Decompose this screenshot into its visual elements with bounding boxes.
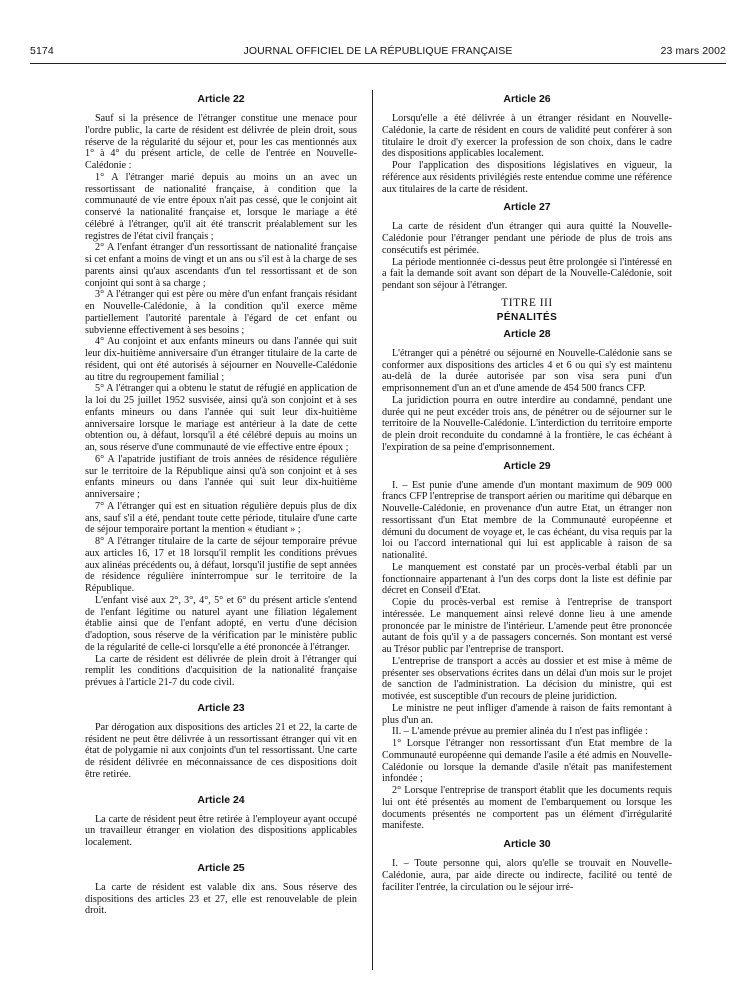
- article-22-paragraph: 3° A l'étranger qui est père ou mère d'un enfant français résidant en Nouvelle-Calédonie, à la condition qu'il exerce même partiellement l'autorité parentale à l'égard de cet enfant ou subvienne effectivement à ses besoins ;: [85, 289, 357, 336]
- article-24-heading: Article 24: [197, 793, 245, 806]
- article-26-paragraph: Lorsqu'elle a été délivrée à un étranger résidant en Nouvelle-Calédonie, la carte de résident en cours de validité peut conférer à son titulaire le droit d'y exercer la profession de son choix, dans le cadre des dispositions applicables localement.: [382, 113, 672, 160]
- article-30-paragraph: I. – Toute personne qui, alors qu'elle se trouvait en Nouvelle-Calédonie, aura, par aide directe ou indirecte, facilité ou tenté de faciliter l'entrée, la circulation ou le séjour irré-: [382, 858, 672, 893]
- column-divider: [372, 90, 373, 970]
- page-number: 5174: [30, 45, 54, 57]
- article-22-paragraph: La carte de résident est délivrée de plein droit à l'étranger qui remplit les conditions d'acquisition de la nationalité française prévues à l'article 21-7 du code civil.: [85, 653, 357, 688]
- article-25-paragraph: La carte de résident est valable dix ans. Sous réserve des dispositions des articles 23 et 27, elle est renouvelable de plein droit.: [85, 881, 357, 917]
- article-27-paragraph: La carte de résident d'un étranger qui aura quitté la Nouvelle-Calédonie pour l'étranger pendant une période de plus de trois ans consécutifs est périmée.: [382, 221, 672, 256]
- article-29-heading: Article 29: [503, 459, 551, 472]
- article-28-paragraph: L'étranger qui a pénétré ou séjourné en Nouvelle-Calédonie sans se conformer aux dispositions des articles 4 et 6 ou qui s'y est maintenu au-delà de la durée autorisée par son visa sera puni d'un emprisonnement d'un an et d'une amende de 454 500 francs CFP.: [382, 347, 672, 394]
- article-29-paragraph: L'entreprise de transport a accès au dossier et est mise à même de présenter ses observations écrites dans un délai d'un mois sur le projet de sanction de l'administration. La décision du ministre, qui est motivée, est susceptible d'un recours de pleine juridiction.: [382, 655, 672, 702]
- article-23-paragraph: Par dérogation aux dispositions des articles 21 et 22, la carte de résident ne peut être délivrée à un ressortissant étranger qui vit en état de polygamie ni aux conjoints d'un tel ressortissant. Une carte de résident délivrée en méconnaissance de ces dispositions doit être retirée.: [85, 721, 357, 780]
- article-29-paragraph: 1° Lorsque l'étranger non ressortissant d'un Etat membre de la Communauté européenne qui demande l'asile a été admis en Nouvelle-Calédonie ou lorsque la demande d'asile n'était pas manifestement infondée ;: [382, 738, 672, 785]
- header-rule: [30, 63, 726, 64]
- article-23-heading: Article 23: [197, 701, 245, 714]
- title-subheading: PÉNALITÉS: [496, 311, 558, 323]
- article-22-paragraph: 4° Au conjoint et aux enfants mineurs ou dans l'année qui suit leur dix-huitième anniversaire d'un étranger titulaire de la carte de résident, qui ont été autorisés à séjourner en Nouvelle-Calédonie au titre du regroupement familial ;: [85, 336, 357, 383]
- title-heading: TITRE III: [501, 296, 553, 309]
- article-22-paragraph: 1° A l'étranger marié depuis au moins un an avec un ressortissant de nationalité française, à condition que la communauté de vie entre époux n'ait pas cessé, que le conjoint ait conservé la nationalité française et, lorsque le mariage a été célébré à l'étranger, qu'il ait été transcrit préalablement sur les registres de l'état civil français ;: [85, 171, 357, 242]
- article-26-heading: Article 26: [503, 93, 551, 105]
- article-22-paragraph: 7° A l'étranger qui est en situation régulière depuis plus de dix ans, sauf s'il a été, pendant toute cette période, titulaire d'une carte de séjour temporaire portant la mention « étudiant » ;: [85, 500, 357, 536]
- article-22-paragraph: 8° A l'étranger titulaire de la carte de séjour temporaire prévue aux articles 16, 17 et 18 lorsqu'il remplit les conditions prévues aux alinéas précédents ou, à défaut, lorsqu'il justifie de sept années de résidence régulière ininterrompue sur le territoire de la République.: [85, 536, 357, 594]
- article-29-paragraph: Le ministre ne peut infliger d'amende à raison de faits remontant à plus d'un an.: [382, 702, 672, 726]
- page-header: [30, 45, 726, 61]
- article-22-paragraph: 6° A l'apatride justifiant de trois années de résidence régulière sur le territoire de la République ainsi qu'à son conjoint et à ses enfants mineurs ou dans l'année qui suit leur dix-huitième anniversaire ;: [85, 453, 357, 500]
- article-28-paragraph: La juridiction pourra en outre interdire au condamné, pendant une durée qui ne peut excéder trois ans, de pénétrer ou de séjourner sur le territoire de la Nouvelle-Calédonie. L'interdiction du territoire emporte de plein droit reconduite du condamné à la frontière, le cas échéant à l'expiration de sa peine d'emprisonnement.: [382, 394, 672, 453]
- article-22-paragraph: 5° A l'étranger qui a obtenu le statut de réfugié en application de la loi du 25 juillet 1952 susvisée, ainsi qu'à son conjoint et à ses enfants mineurs ou dans l'année qui suit leur dix-huitième anniversaire lorsque le mariage est antérieur à la date de cette obtention ou, à défaut, lorsqu'il a été célébré depuis au moins un an, sous réserve d'une communauté de vie effective entre époux ;: [85, 383, 357, 453]
- article-24-paragraph: La carte de résident peut être retirée à l'employeur ayant occupé un travailleur étranger en violation des dispositions applicables localement.: [85, 813, 357, 848]
- article-29-paragraph: 2° Lorsque l'entreprise de transport établit que les documents requis lui ont été présentés au moment de l'embarquement ou lorsque les documents présentés ne comportent pas un élément d'irrégularité manifeste.: [382, 785, 672, 832]
- article-22-heading: Article 22: [197, 93, 245, 105]
- publication-date: 23 mars 2002: [660, 45, 726, 57]
- article-28-heading: Article 28: [503, 327, 551, 340]
- article-22-paragraph: Sauf si la présence de l'étranger constitue une menace pour l'ordre public, la carte de résident est délivrée de plein droit, sous réserve de la régularité du séjour et, pour les cas mentionnés aux 1° à 4° du présent article, de celle de l'entrée en Nouvelle-Calédonie :: [85, 113, 357, 171]
- article-22-paragraph: L'enfant visé aux 2°, 3°, 4°, 5° et 6° du présent article s'entend de l'enfant légitime ou naturel ayant une filiation légalement établie ainsi que de l'enfant adopté, en vertu d'une décision d'adoption, sous réserve de la vérification par le ministère public de la régularité de celle-ci lorsqu'elle a été prononcée à l'étranger.: [85, 594, 357, 653]
- article-26-paragraph: Pour l'application des dispositions législatives en vigueur, la référence aux résidents privilégiés reste entendue comme une référence aux titulaires de la carte de résident.: [382, 160, 672, 195]
- article-27-paragraph: La période mentionnée ci-dessus peut être prolongée si l'intéressé en a fait la demande soit avant son départ de la Nouvelle-Calédonie, soit pendant son séjour à l'étranger.: [382, 256, 672, 291]
- left-column: [85, 93, 357, 917]
- article-22-paragraph: 2° A l'enfant étranger d'un ressortissant de nationalité française si cet enfant a moins de vingt et un ans ou s'il est à la charge de ses parents ainsi qu'aux ascendants d'un tel ressortissant et de son conjoint qui sont à sa charge ;: [85, 242, 357, 289]
- right-column: [382, 93, 672, 893]
- article-29-paragraph: II. – L'amende prévue au premier alinéa du I n'est pas infligée :: [392, 726, 648, 738]
- article-30-heading: Article 30: [503, 838, 551, 850]
- article-25-heading: Article 25: [197, 861, 245, 874]
- article-27-heading: Article 27: [503, 201, 551, 214]
- article-29-paragraph: Copie du procès-verbal est remise à l'entreprise de transport intéressée. Le manquement ainsi relevé donne lieu à une amende prononcée par le ministre de l'intérieur. L'amende peut être prononcée autant de fois qu'il y a de passagers concernés. Son montant est versé au Trésor public par l'entreprise de transport.: [382, 597, 672, 655]
- journal-title: JOURNAL OFFICIEL DE LA RÉPUBLIQUE FRANÇAISE: [243, 45, 513, 57]
- article-29-paragraph: I. – Est punie d'une amende d'un montant maximum de 909 000 francs CFP l'entreprise de transport aérien ou maritime qui débarque en Nouvelle-Calédonie, en provenance d'un autre Etat, un étranger non ressortissant d'un Etat membre de la Communauté européenne et démuni du document de voyage et, le cas échéant, du visa requis par la loi ou l'accord international qui lui est applicable à raison de sa nationalité.: [382, 479, 672, 561]
- article-29-paragraph: Le manquement est constaté par un procès-verbal établi par un fonctionnaire appartenant à l'un des corps dont la liste est définie par décret en Conseil d'Etat.: [382, 561, 672, 597]
